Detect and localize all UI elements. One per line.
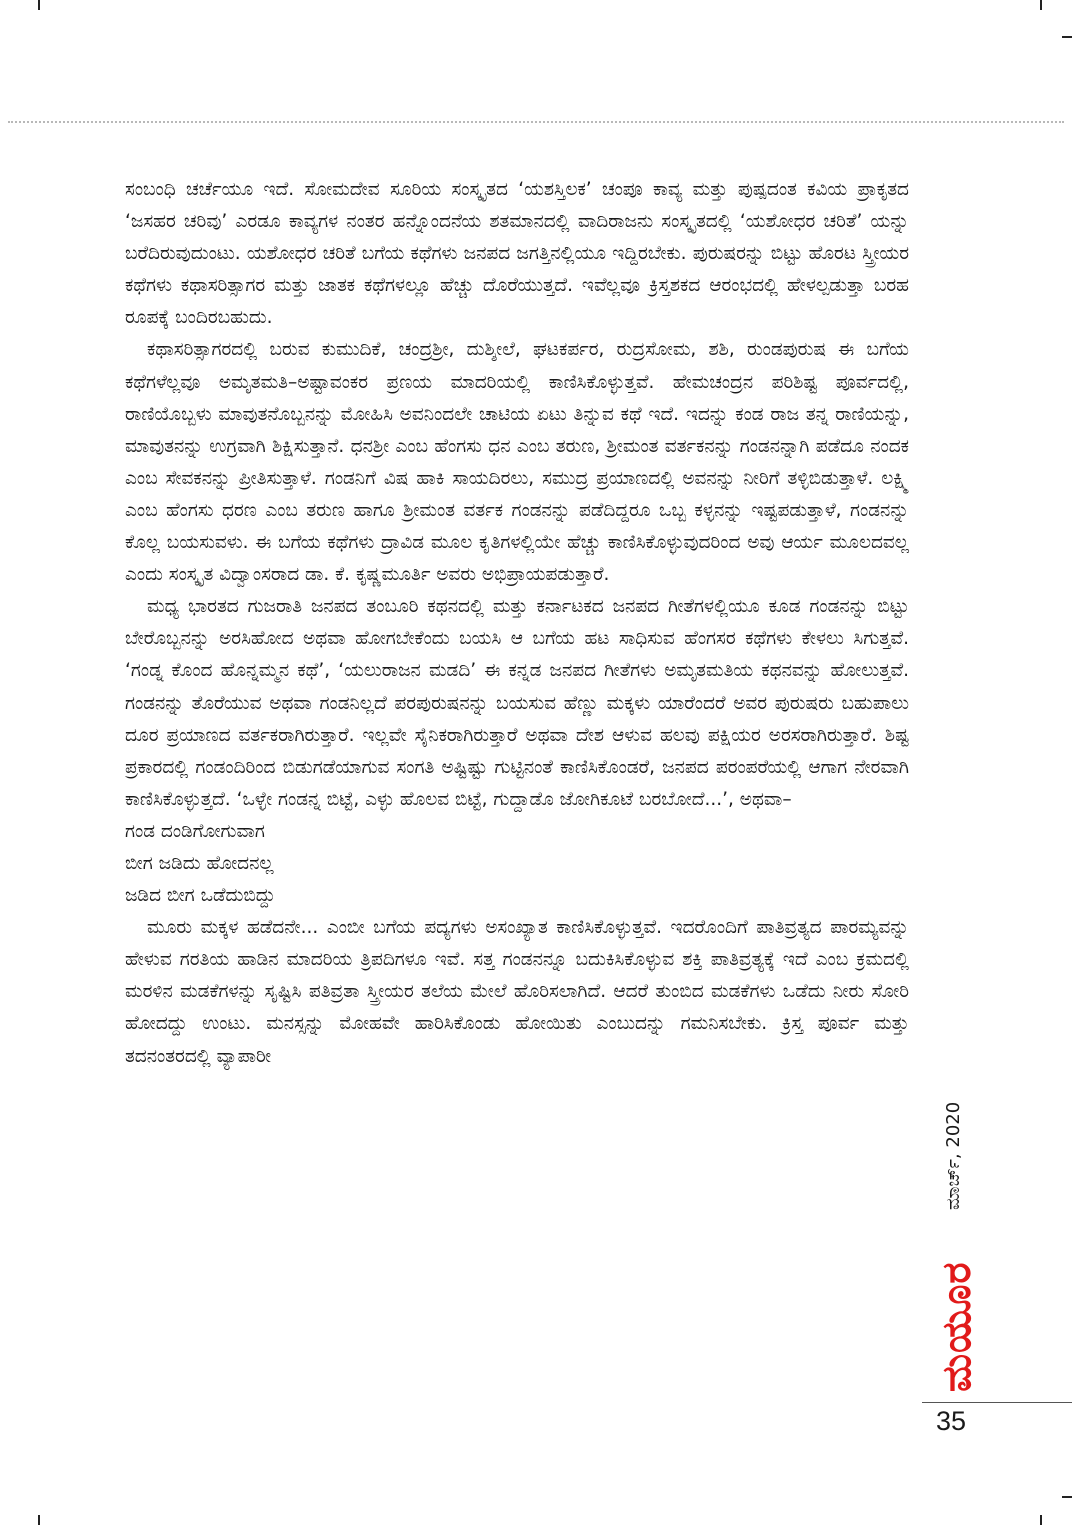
article-body [125,174,909,1073]
crop-mark-top-right [1040,0,1042,10]
magazine-logo: ಮಯೂರ [934,1261,980,1392]
issue-date: ಮಾರ್ಚ್, 2020 [943,1101,964,1210]
paragraph-2: ಕಥಾಸರಿತ್ಸಾಗರದಲ್ಲಿ ಬರುವ ಕುಮುದಿಕೆ, ಚಂದ್ರಶ್ರೀ, ದುಶ್ಶೀಲೆ, ಘಟಕರ್ಪರ, ರುದ್ರಸೋಮ, ಶಶಿ, ರುಂಡಪುರುಷ ಈ ಬಗೆಯ ಕಥೆಗಳೆಲ್ಲವೂ ಅಮೃತಮತಿ–ಅಷ್ಟಾವಂಕರ ಪ್ರಣಯ ಮಾದರಿಯಲ್ಲಿ ಕಾಣಿಸಿಕೊಳ್ಳುತ್ತವೆ. ಹೇಮಚಂದ್ರನ ಪರಿಶಿಷ್ಟ ಪೂರ್ವದಲ್ಲಿ, ರಾಣಿಯೊಬ್ಬಳು ಮಾವುತನೊಬ್ಬನನ್ನು ಮೋಹಿಸಿ ಅವನಿಂದಲೇ ಚಾಟಿಯ ಏಟು ತಿನ್ನುವ ಕಥೆ ಇದೆ. ಇದನ್ನು ಕಂಡ ರಾಜ ತನ್ನ ರಾಣಿಯನ್ನು, ಮಾವುತನನ್ನು ಉಗ್ರವಾಗಿ ಶಿಕ್ಷಿಸುತ್ತಾನೆ. ಧನಶ್ರೀ ಎಂಬ ಹೆಂಗಸು ಧನ ಎಂಬ ತರುಣ, ಶ್ರೀಮಂತ ವರ್ತಕನನ್ನು ಗಂಡನನ್ನಾಗಿ ಪಡೆದೂ ನಂದಕ ಎಂಬ ಸೇವಕನನ್ನು ಪ್ರೀತಿಸುತ್ತಾಳೆ. ಗಂಡನಿಗೆ ವಿಷ ಹಾಕಿ ಸಾಯದಿರಲು, ಸಮುದ್ರ ಪ್ರಯಾಣದಲ್ಲಿ ಅವನನ್ನು ನೀರಿಗೆ ತಳ್ಳಿಬಿಡುತ್ತಾಳೆ. ಲಕ್ಷ್ಮಿ ಎಂಬ ಹೆಂಗಸು ಧರಣ ಎಂಬ ತರುಣ ಹಾಗೂ ಶ್ರೀಮಂತ ವರ್ತಕ ಗಂಡನನ್ನು ಪಡೆದಿದ್ದರೂ ಒಬ್ಬ ಕಳ್ಳನನ್ನು ಇಷ್ಟಪಡುತ್ತಾಳೆ, ಗಂಡನನ್ನು ಕೊಲ್ಲ ಬಯಸುವಳು. ಈ ಬಗೆಯ ಕಥೆಗಳು ದ್ರಾವಿಡ ಮೂಲ ಕೃತಿಗಳಲ್ಲಿಯೇ ಹೆಚ್ಚು ಕಾಣಿಸಿಕೊಳ್ಳುವುದರಿಂದ ಅವು ಆರ್ಯ ಮೂಲದವಲ್ಲ ಎಂದು ಸಂಸ್ಕೃತ ವಿದ್ವಾಂಸರಾದ ಡಾ. ಕೆ. ಕೃಷ್ಣಮೂರ್ತಿ ಅವರು ಅಭಿಪ್ರಾಯಪಡುತ್ತಾರೆ. [125,339,909,586]
paragraph-3: ಮಧ್ಯ ಭಾರತದ ಗುಜರಾತಿ ಜನಪದ ತಂಬೂರಿ ಕಥನದಲ್ಲಿ ಮತ್ತು ಕರ್ನಾಟಕದ ಜನಪದ ಗೀತೆಗಳಲ್ಲಿಯೂ ಕೂಡ ಗಂಡನನ್ನು ಬಿಟ್ಟು ಬೇರೊಬ್ಬನನ್ನು ಅರಸಿಹೋದ ಅಥವಾ ಹೋಗಬೇಕೆಂದು ಬಯಸಿ ಆ ಬಗೆಯ ಹಟ ಸಾಧಿಸುವ ಹೆಂಗಸರ ಕಥೆಗಳು ಕೇಳಲು ಸಿಗುತ್ತವೆ. ‘ಗಂಡ್ನ ಕೊಂದ ಹೊನ್ನಮ್ಮನ ಕಥೆ’, ‘ಯಲುರಾಜನ ಮಡದಿ’ ಈ ಕನ್ನಡ ಜನಪದ ಗೀತೆಗಳು ಅಮೃತಮತಿಯ ಕಥನವನ್ನು ಹೋಲುತ್ತವೆ. ಗಂಡನನ್ನು ತೊರೆಯುವ ಅಥವಾ ಗಂಡನಿಲ್ಲದೆ ಪರಪುರುಷನನ್ನು ಬಯಸುವ ಹೆಣ್ಣು ಮಕ್ಕಳು ಯಾರೆಂದರೆ ಅವರ ಪುರುಷರು ಬಹುಪಾಲು ದೂರ ಪ್ರಯಾಣದ ವರ್ತಕರಾಗಿರುತ್ತಾರೆ. ಇಲ್ಲವೇ ಸೈನಿಕರಾಗಿರುತ್ತಾರೆ ಅಥವಾ ದೇಶ ಆಳುವ ಹಲವು ಪಕ್ಷಿಯರ ಅರಸರಾಗಿರುತ್ತಾರೆ. ಶಿಷ್ಟ ಪ್ರಕಾರದಲ್ಲಿ ಗಂಡಂದಿರಿಂದ ಬಿಡುಗಡೆಯಾಗುವ ಸಂಗತಿ ಅಷ್ಟಿಷ್ಟು ಗುಟ್ಟಿನಂತೆ ಕಾಣಿಸಿಕೊಂಡರೆ, ಜನಪದ ಪರಂಪರೆಯಲ್ಲಿ ಆಗಾಗ ನೇರವಾಗಿ ಕಾಣಿಸಿಕೊಳ್ಳುತ್ತದೆ. ‘ಒಳ್ಳೇ ಗಂಡನ್ನ ಬಿಟ್ಟೆ, ಎಳ್ಳು ಹೊಲವ ಬಿಟ್ಟೆ, ಗುದ್ದಾಡೊ ಜೋಗಿಕೂಟೆ ಬರಬೋದೆ...’, ಅಥವಾ– [125,596,909,810]
paragraph-4: ಮೂರು ಮಕ್ಕಳ ಹಡೆದನೇ... ಎಂಬೀ ಬಗೆಯ ಪದ್ಯಗಳು ಅಸಂಖ್ಯಾತ ಕಾಣಿಸಿಕೊಳ್ಳುತ್ತವೆ. ಇದರೊಂದಿಗೆ ಪಾತಿವ್ರತ್ಯದ ಪಾರಮ್ಯವನ್ನು ಹೇಳುವ ಗರತಿಯ ಹಾಡಿನ ಮಾದರಿಯ ತ್ರಿಪದಿಗಳೂ ಇವೆ. ಸತ್ತ ಗಂಡನನ್ನೂ ಬದುಕಿಸಿಕೊಳ್ಳುವ ಶಕ್ತಿ ಪಾತಿವ್ರತ್ಯಕ್ಕೆ ಇದೆ ಎಂಬ ಕ್ರಮದಲ್ಲಿ ಮರಳಿನ ಮಡಕೆಗಳನ್ನು ಸೃಷ್ಟಿಸಿ ಪತಿವ್ರತಾ ಸ್ತ್ರೀಯರ ತಲೆಯ ಮೇಲೆ ಹೊರಿಸಲಾಗಿದೆ. ಆದರೆ ತುಂಬಿದ ಮಡಕೆಗಳು ಒಡೆದು ನೀರು ಸೋರಿ ಹೋದದ್ದು ಉಂಟು. ಮನಸ್ಸನ್ನು ಮೋಹವೇ ಹಾರಿಸಿಕೊಂಡು ಹೋಯಿತು ಎಂಬುದನ್ನು ಗಮನಿಸಬೇಕು. ಕ್ರಿಸ್ತ ಪೂರ್ವ ಮತ್ತು ತದನಂತರದಲ್ಲಿ ವ್ಯಾಪಾರೀ [125,917,909,1067]
dotted-header-rule [8,121,1064,123]
verse-line-3: ಜಡಿದ ಬೀಗ ಒಡೆದುಬಿದ್ದು [125,885,276,907]
crop-mark-bottom-left [38,1515,40,1525]
crop-mark-right-upper [1062,36,1072,38]
paragraph-1: ಸಂಬಂಧಿ ಚರ್ಚೆಯೂ ಇದೆ. ಸೋಮದೇವ ಸೂರಿಯ ಸಂಸ್ಕೃತದ ‘ಯಶಸ್ತಿಲಕ’ ಚಂಪೂ ಕಾವ್ಯ ಮತ್ತು ಪುಷ್ಪದಂತ ಕವಿಯ ಪ್ರಾಕೃತದ ‘ಜಸಹರ ಚರಿವು’ ಎರಡೂ ಕಾವ್ಯಗಳ ನಂತರ ಹನ್ನೊಂದನೆಯ ಶತಮಾನದಲ್ಲಿ ವಾದಿರಾಜನು ಸಂಸ್ಕೃತದಲ್ಲಿ ‘ಯಶೋಧರ ಚರಿತೆ’ ಯನ್ನು ಬರೆದಿರುವುದುಂಟು. ಯಶೋಧರ ಚರಿತೆ ಬಗೆಯ ಕಥೆಗಳು ಜನಪದ ಜಗತ್ತಿನಲ್ಲಿಯೂ ಇದ್ದಿರಬೇಕು. ಪುರುಷರನ್ನು ಬಿಟ್ಟು ಹೊರಟ ಸ್ತ್ರೀಯರ ಕಥೆಗಳು ಕಥಾಸರಿತ್ಸಾಗರ ಮತ್ತು ಜಾತಕ ಕಥೆಗಳಲ್ಲೂ ಹೆಚ್ಚು ದೊರೆಯುತ್ತದೆ. ಇವೆಲ್ಲವೂ ಕ್ರಿಸ್ತಶಕದ ಆರಂಭದಲ್ಲಿ ಹೇಳಲ್ಪಡುತ್ತಾ ಬರಹ ರೂಪಕ್ಕೆ ಬಂದಿರಬಹುದು. [125,179,909,329]
page-number: 35 [936,1406,967,1436]
crop-mark-top-left [38,0,40,10]
verse-block [125,816,909,912]
verse-line-2: ಬೀಗ ಜಡಿದು ಹೋದನಲ್ಲ [125,852,274,874]
crop-mark-bottom-right [1040,1515,1042,1525]
crop-mark-right-lower [1062,1496,1072,1498]
page-number-rule [922,1402,1072,1403]
verse-line-1: ಗಂಡ ದಂಡಿಗೋಗುವಾಗ [125,820,265,842]
